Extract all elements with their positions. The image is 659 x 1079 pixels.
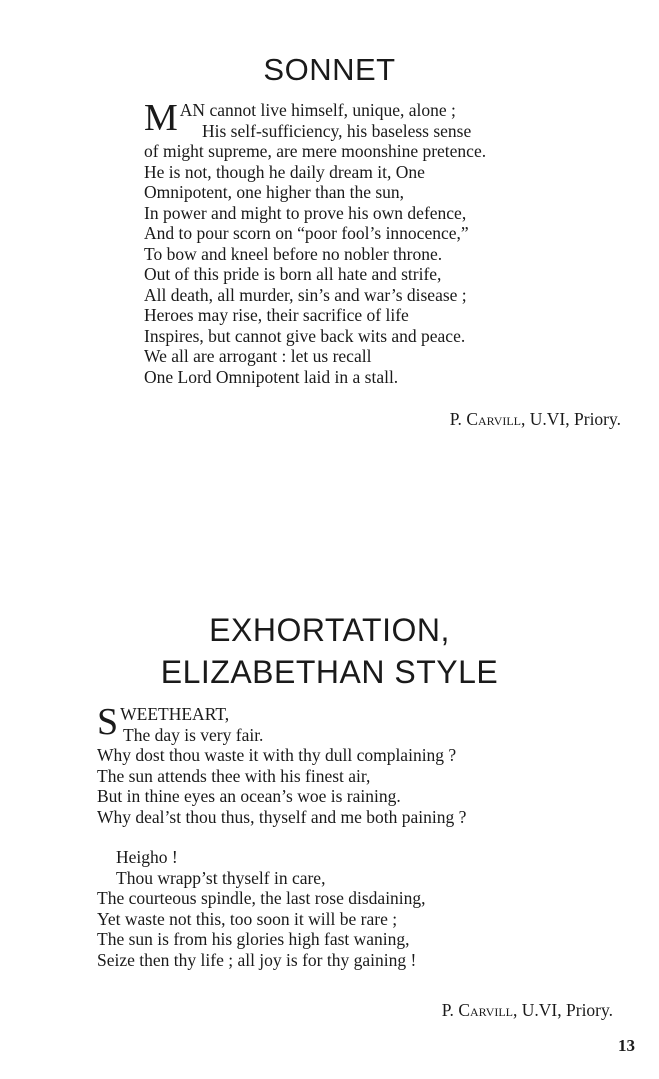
sonnet-line: And to pour scorn on “poor fool’s innocence,”: [144, 223, 469, 243]
exhortation-line: Seize then thy life ; all joy is for thy gaining !: [97, 949, 417, 970]
exhortation-line: Thou wrapp’st thyself in care,: [116, 867, 326, 888]
exhortation-line: The courteous spindle, the last rose disdaining,: [97, 888, 426, 908]
sonnet-signature: P. Carvill, U.VI, Priory.: [449, 409, 621, 429]
sonnet-drop-cap: M: [144, 97, 178, 139]
sonnet-line: His self-sufficiency, his baseless sense: [202, 120, 472, 141]
sonnet-line: One Lord Omnipotent laid in a stall.: [144, 366, 399, 387]
sonnet-line: We all are arrogant : let us recall: [144, 346, 372, 366]
exhortation-line: But in thine eyes an ocean’s woe is raining.: [97, 786, 401, 806]
exhortation-line: Yet waste not this, too soon it will be rare ;: [97, 908, 398, 929]
sonnet-poem: [144, 97, 487, 387]
sonnet-line: To bow and kneel before no nobler throne.: [144, 243, 443, 264]
sonnet-line: In power and might to prove his own defence,: [144, 202, 467, 223]
sonnet-title: SONNET: [263, 52, 396, 87]
exhortation-line: Why dost thou waste it with thy dull complaining ?: [97, 745, 457, 765]
exhortation-line: The sun is from his glories high fast waning,: [97, 929, 410, 949]
stanza-gap: [97, 827, 466, 847]
exhortation-title-line2: ELIZABETHAN STYLE: [160, 654, 499, 690]
exhortation-first-line: SWEETHEART,: [97, 701, 230, 743]
sonnet-line: Inspires, but cannot give back wits and peace.: [144, 325, 466, 346]
sonnet-line: Out of this pride is born all hate and strife,: [144, 264, 442, 284]
sonnet-line: He is not, though he daily dream it, One: [144, 161, 425, 182]
exhortation-line: The sun attends thee with his finest air,: [97, 765, 371, 786]
exhortation-line: Why deal’st thou thus, thyself and me both paining ?: [97, 806, 467, 827]
exhortation-drop-cap: S: [97, 701, 119, 743]
exhortation-line: Heigho !: [116, 847, 178, 867]
sonnet-line: of might supreme, are mere moonshine pretence.: [144, 141, 487, 161]
sonnet-first-line: MAN cannot live himself, unique, alone ;: [144, 97, 456, 139]
exhortation-line: The day is very fair.: [123, 724, 264, 745]
exhortation-signature: P. Carvill, U.VI, Priory.: [441, 1000, 613, 1020]
exhortation-title-line1: EXHORTATION,: [209, 612, 450, 648]
sonnet-line: Omnipotent, one higher than the sun,: [144, 182, 405, 202]
sonnet-line: All death, all murder, sin’s and war’s disease ;: [144, 284, 467, 305]
exhortation-poem: [97, 701, 467, 970]
sonnet-line: Heroes may rise, their sacrifice of life: [144, 305, 409, 325]
page-number: 13: [618, 1036, 635, 1055]
